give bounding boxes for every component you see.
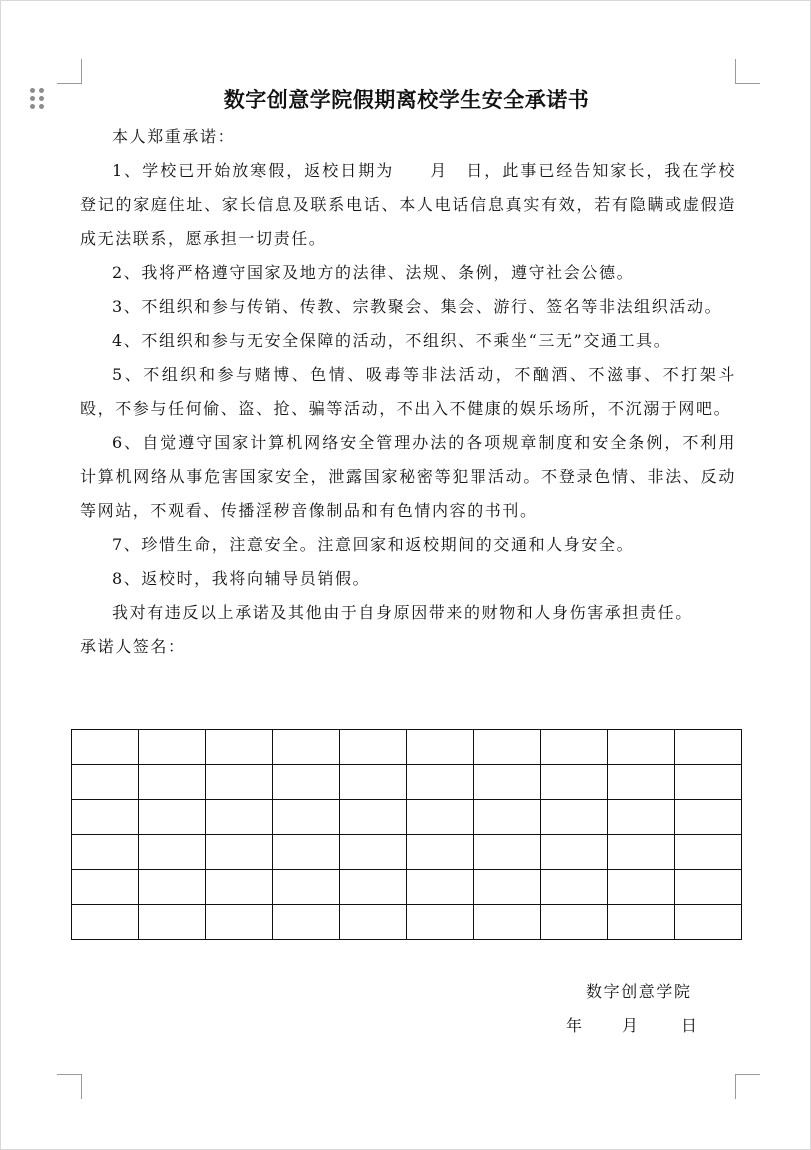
paragraph-item-3[interactable]: 3、不组织和参与传销、传教、宗教聚会、集会、游行、签名等非法组织活动。 [112, 297, 723, 316]
paragraph-intro[interactable]: 本人郑重承诺： [112, 127, 236, 146]
signature-cell[interactable] [340, 800, 407, 835]
signature-cell[interactable] [139, 730, 206, 765]
signature-row [72, 870, 742, 905]
signature-cell[interactable] [340, 835, 407, 870]
signature-cell[interactable] [474, 800, 541, 835]
crop-mark-top-right [735, 59, 760, 84]
signature-cell[interactable] [474, 730, 541, 765]
signature-cell[interactable] [139, 905, 206, 940]
crop-mark-bottom-left [57, 1074, 82, 1099]
signature-cell[interactable] [340, 870, 407, 905]
signature-cell[interactable] [675, 765, 742, 800]
signature-cell[interactable] [273, 800, 340, 835]
signature-cell[interactable] [474, 765, 541, 800]
signature-cell[interactable] [72, 730, 139, 765]
school-name[interactable]: 数字创意学院 [586, 982, 692, 1001]
signature-row [72, 800, 742, 835]
signature-cell[interactable] [273, 870, 340, 905]
paragraph-item-7[interactable]: 7、珍惜生命，注意安全。注意回家和返校期间的交通和人身安全。 [112, 535, 635, 554]
signature-row [72, 765, 742, 800]
paragraph-item-6[interactable]: 6、自觉遵守国家计算机网络安全管理办法的各项规章制度和安全条例，不利用计算机网络从事危害国家安全，泄露国家秘密等犯罪活动。不登录色情、非法、反动等网站，不观看、传播淫秽音像制品和有色情内容的书刊。 [80, 433, 736, 520]
document-title[interactable]: 数字创意学院假期离校学生安全承诺书 [223, 88, 590, 112]
signature-cell[interactable] [206, 835, 273, 870]
signature-cell[interactable] [675, 905, 742, 940]
signature-cell[interactable] [72, 835, 139, 870]
signature-cell[interactable] [675, 800, 742, 835]
signature-cell[interactable] [541, 730, 608, 765]
signature-cell[interactable] [407, 870, 474, 905]
signature-cell[interactable] [541, 765, 608, 800]
date-month-label[interactable]: 月 [622, 1016, 639, 1035]
date-year-label[interactable]: 年 [566, 1016, 583, 1035]
date-day-label[interactable]: 日 [681, 1016, 698, 1035]
document-body[interactable] [80, 120, 736, 664]
signature-cell[interactable] [273, 835, 340, 870]
signature-cell[interactable] [72, 765, 139, 800]
paragraph-item-8[interactable]: 8、返校时，我将向辅导员销假。 [112, 569, 371, 588]
signature-cell[interactable] [541, 870, 608, 905]
signature-cell[interactable] [340, 765, 407, 800]
signature-row [72, 835, 742, 870]
signature-cell[interactable] [608, 765, 675, 800]
crop-mark-bottom-right [735, 1074, 760, 1099]
signature-cell[interactable] [340, 905, 407, 940]
signature-cell[interactable] [139, 835, 206, 870]
signature-cell[interactable] [675, 730, 742, 765]
signature-cell[interactable] [608, 730, 675, 765]
signature-cell[interactable] [608, 905, 675, 940]
signature-table[interactable] [71, 729, 742, 940]
signature-cell[interactable] [206, 765, 273, 800]
signature-cell[interactable] [474, 835, 541, 870]
signature-cell[interactable] [675, 835, 742, 870]
signature-cell[interactable] [474, 905, 541, 940]
signature-cell[interactable] [407, 835, 474, 870]
signature-cell[interactable] [474, 870, 541, 905]
signature-cell[interactable] [139, 800, 206, 835]
signature-cell[interactable] [72, 800, 139, 835]
signature-cell[interactable] [407, 730, 474, 765]
paragraph-item-5[interactable]: 5、不组织和参与赌博、色情、吸毒等非法活动，不酗酒、不滋事、不打架斗殴，不参与任何偷、盗、抢、骗等活动，不出入不健康的娱乐场所，不沉溺于网吧。 [80, 365, 736, 418]
signature-cell[interactable] [541, 835, 608, 870]
signature-cell[interactable] [72, 870, 139, 905]
signature-cell[interactable] [273, 905, 340, 940]
paragraph-item-1[interactable]: 1、学校已开始放寒假，返校日期为 月 日，此事已经告知家长，我在学校登记的家庭住址、家长信息及联系电话、本人电话信息真实有效，若有隐瞒或虚假造成无法联系，愿承担一切责任。 [80, 161, 736, 248]
signature-cell[interactable] [541, 800, 608, 835]
signature-row [72, 905, 742, 940]
signature-cell[interactable] [139, 870, 206, 905]
signature-cell[interactable] [139, 765, 206, 800]
signature-cell[interactable] [206, 905, 273, 940]
signature-cell[interactable] [608, 800, 675, 835]
paragraph-responsibility[interactable]: 我对有违反以上承诺及其他由于自身原因带来的财物和人身伤害承担责任。 [112, 603, 693, 622]
signature-cell[interactable] [407, 905, 474, 940]
signature-label[interactable]: 承诺人签名： [80, 637, 186, 656]
signature-cell[interactable] [206, 800, 273, 835]
signature-cell[interactable] [407, 765, 474, 800]
paragraph-item-4[interactable]: 4、不组织和参与无安全保障的活动，不组织、不乘坐“三无”交通工具。 [112, 331, 672, 350]
signature-cell[interactable] [206, 870, 273, 905]
signature-cell[interactable] [608, 835, 675, 870]
crop-mark-top-left [57, 59, 82, 84]
signature-cell[interactable] [206, 730, 273, 765]
signature-cell[interactable] [608, 870, 675, 905]
signature-cell[interactable] [273, 765, 340, 800]
signature-row [72, 730, 742, 765]
signature-cell[interactable] [72, 905, 139, 940]
paragraph-item-2[interactable]: 2、我将严格遵守国家及地方的法律、法规、条例，遵守社会公德。 [112, 263, 635, 282]
signature-cell[interactable] [541, 905, 608, 940]
signature-cell[interactable] [675, 870, 742, 905]
signature-cell[interactable] [273, 730, 340, 765]
signature-cell[interactable] [407, 800, 474, 835]
signature-cell[interactable] [340, 730, 407, 765]
